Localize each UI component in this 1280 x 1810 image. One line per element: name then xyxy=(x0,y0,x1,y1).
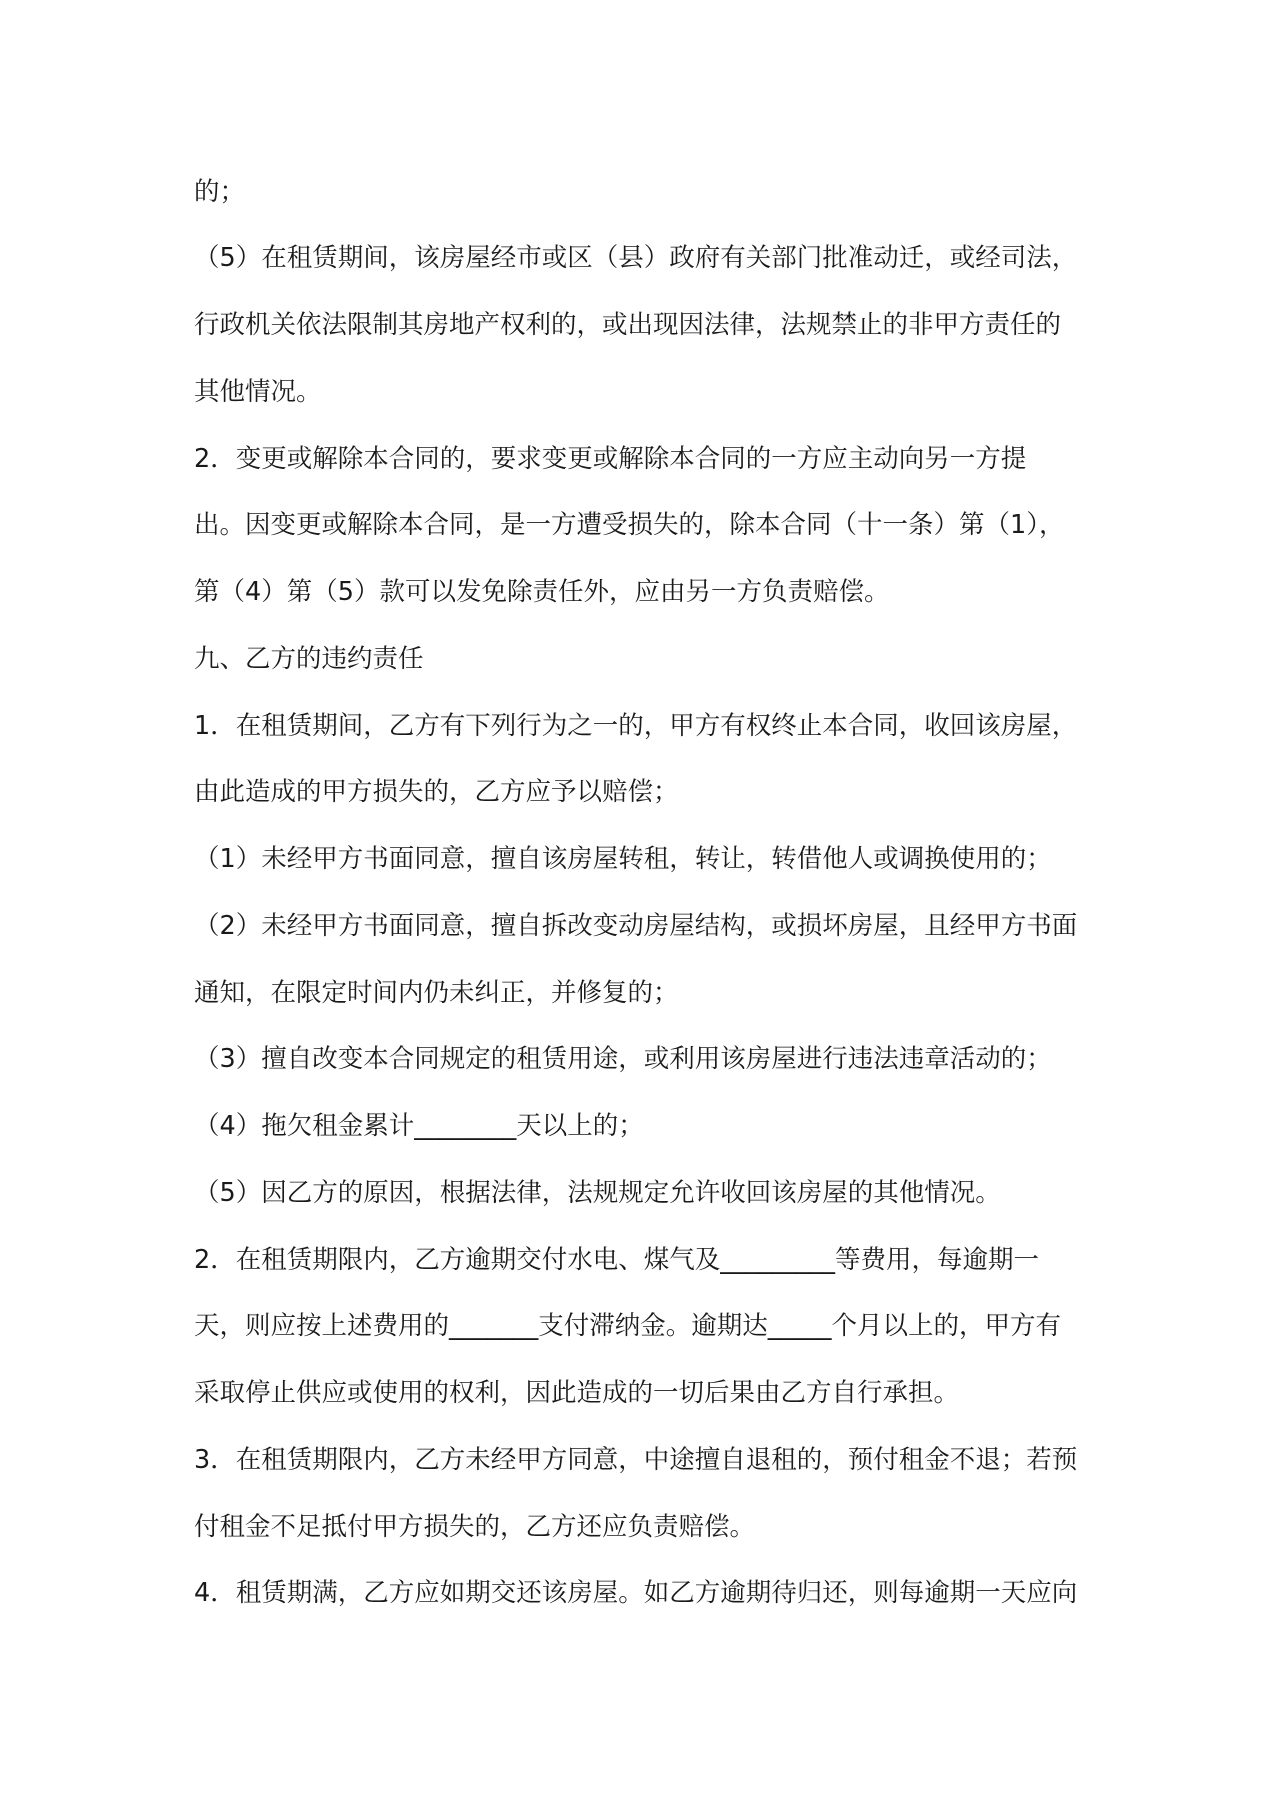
text-line: 第（4）第（5）款可以发免除责任外，应由另一方负责赔偿。 xyxy=(194,577,890,607)
text-line: 出。因变更或解除本合同，是一方遭受损失的，除本合同（十一条）第（1）， xyxy=(194,510,1065,540)
text-line: 2．变更或解除本合同的，要求变更或解除本合同的一方应主动向另一方提 xyxy=(194,444,1027,474)
text-line: 的； xyxy=(194,177,246,207)
text-line: 通知，在限定时间内仍未纠正，并修复的； xyxy=(194,978,679,1008)
text-line: （2）未经甲方书面同意，擅自拆改变动房屋结构，或损坏房屋，且经甲方书面 xyxy=(194,911,1078,941)
text-line: （5）在租赁期间，该房屋经市或区（县）政府有关部门批准动迁，或经司法， xyxy=(194,243,1078,273)
section-heading: 九、乙方的违约责任 xyxy=(194,644,424,674)
text-line: 行政机关依法限制其房地产权利的，或出现因法律，法规禁止的非甲方责任的 xyxy=(194,310,1062,340)
text-line: 天，则应按上述费用的_______支付滞纳金。逾期达_____个月以上的，甲方有 xyxy=(194,1311,1062,1341)
text-line: 3．在租赁期限内，乙方未经甲方同意，中途擅自退租的，预付租金不退；若预 xyxy=(194,1445,1078,1475)
text-line: 付租金不足抵付甲方损失的，乙方还应负责赔偿。 xyxy=(194,1512,756,1542)
text-line: 其他情况。 xyxy=(194,377,322,407)
text-line: 采取停止供应或使用的权利，因此造成的一切后果由乙方自行承担。 xyxy=(194,1378,960,1408)
text-line: （5）因乙方的原因，根据法律，法规规定允许收回该房屋的其他情况。 xyxy=(194,1178,1001,1208)
text-line: 1．在租赁期间，乙方有下列行为之一的，甲方有权终止本合同，收回该房屋， xyxy=(194,711,1078,741)
text-line: （1）未经甲方书面同意，擅自该房屋转租，转让，转借他人或调换使用的； xyxy=(194,844,1052,874)
text-line: （4）拖欠租金累计________天以上的； xyxy=(194,1111,644,1141)
text-line: 4．租赁期满，乙方应如期交还该房屋。如乙方逾期待归还，则每逾期一天应向 xyxy=(194,1578,1078,1608)
text-line: 由此造成的甲方损失的，乙方应予以赔偿； xyxy=(194,777,679,807)
text-line: 2．在租赁期限内，乙方逾期交付水电、煤气及_________等费用，每逾期一 xyxy=(194,1245,1039,1275)
text-line: （3）擅自改变本合同规定的租赁用途，或利用该房屋进行违法违章活动的； xyxy=(194,1044,1052,1074)
